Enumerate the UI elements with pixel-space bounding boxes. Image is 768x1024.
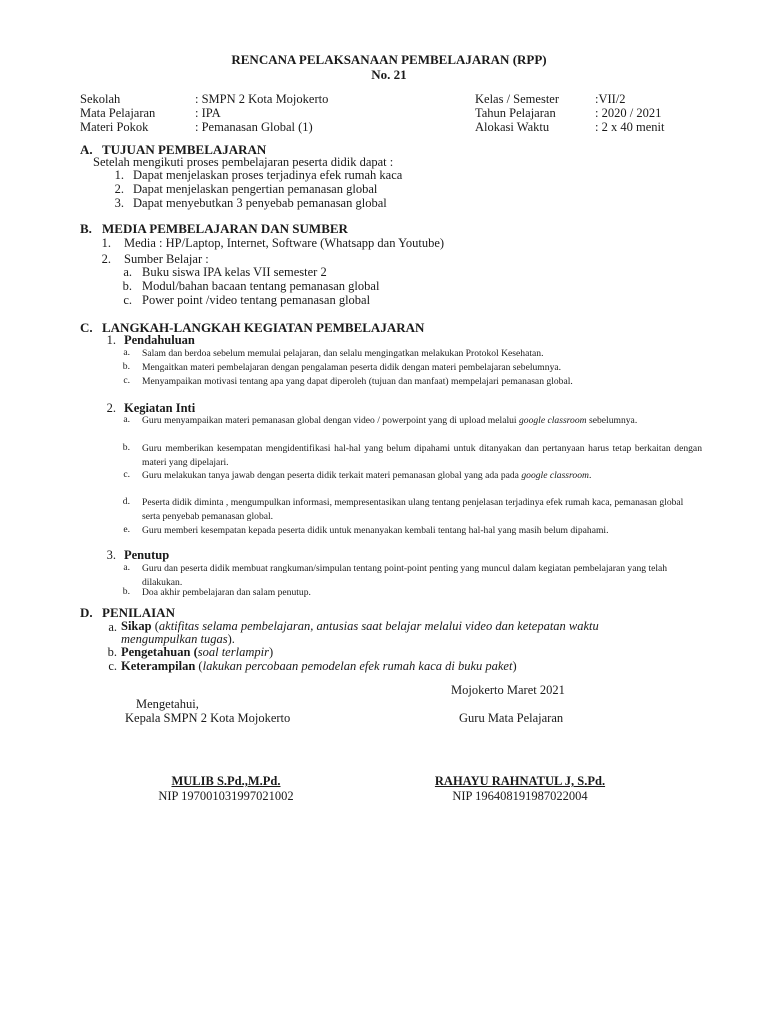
pendahuluan-title: Pendahuluan	[124, 333, 195, 347]
info-value-mapel: : IPA	[195, 106, 221, 120]
penilaian-sikap-label: Sikap	[121, 619, 152, 633]
section-a-item-1-number: 1.	[114, 168, 124, 182]
penutup-a: Guru dan peserta didik membuat rangkuman/simpulan tentang point-point penting yang muncul dalam kegiatan pembelajaran yang telah dilakukan.	[142, 563, 668, 588]
guru-nip: NIP 196408191987022004	[452, 789, 588, 803]
inti-e: Guru memberi kesempatan kepada peserta didik untuk menanyakan kembali tentang hal-hal yang masih belum dipahami.	[142, 525, 609, 536]
inti-number: 2.	[106, 401, 116, 415]
info-value-tahun: : 2020 / 2021	[595, 106, 662, 120]
penilaian-c-letter: c.	[108, 659, 117, 673]
section-a-intro: Setelah mengikuti proses pembelajaran peserta didik dapat :	[93, 155, 394, 169]
section-a-letter: A.	[80, 142, 93, 157]
info-value-kelas: :VII/2	[595, 92, 626, 106]
inti-a-text-end: sebelumnya.	[586, 415, 638, 426]
guru-name: RAHAYU RAHNATUL J, S.Pd.	[434, 774, 606, 788]
section-b-title: MEDIA PEMBELAJARAN DAN SUMBER	[102, 221, 348, 236]
section-a-item-1: Dapat menjelaskan proses terjadinya efek rumah kaca	[133, 168, 403, 182]
penutup-b-letter: b.	[122, 586, 130, 597]
pendahuluan-c-letter: c.	[123, 375, 130, 386]
section-b-sub-b: Modul/bahan bacaan tentang pemanasan global	[142, 279, 380, 293]
penutup-b: Doa akhir pembelajaran dan salam penutup.	[142, 587, 311, 598]
kepala-sekolah-name: MULIB S.Pd.,M.Pd.	[171, 774, 281, 788]
info-label-mapel: Mata Pelajaran	[80, 106, 156, 120]
section-a-item-2: Dapat menjelaskan pengertian pemanasan global	[133, 182, 378, 196]
inti-a-letter: a.	[123, 414, 130, 425]
pendahuluan-b-letter: b.	[122, 361, 130, 372]
inti-d: Peserta didik diminta , mengumpulkan informasi, mempresentasikan ulang tentang penjelasan terjadinya efek rumah kaca, pemanasan global serta penyebab pemanasan global.	[142, 497, 684, 522]
section-b-letter: B.	[80, 221, 92, 236]
section-d-letter: D.	[80, 605, 93, 620]
pendahuluan-a-letter: a.	[123, 347, 130, 358]
penilaian-pengetahuan-detail: soal terlampir	[197, 645, 269, 659]
inti-c-google-classroom: google classroom	[521, 470, 589, 481]
mengetahui-label: Mengetahui,	[136, 697, 199, 711]
penutup-a-letter: a.	[123, 562, 130, 573]
section-b-heading	[80, 221, 348, 237]
section-d-title: PENILAIAN	[102, 605, 175, 620]
inti-c-text: Guru melakukan tanya jawab dengan peserta didik terkait materi pemanasan global yang ada pada	[142, 470, 522, 481]
inti-c	[142, 469, 702, 483]
info-label-sekolah: Sekolah	[80, 92, 121, 106]
pendahuluan-c: Menyampaikan motivasi tentang apa yang dapat diperoleh (tujuan dan manfaat) mempelajari pemanasan global.	[142, 376, 573, 387]
penilaian-keterampilan-detail: lakukan percobaan pemodelan efek rumah kaca di buku paket	[202, 659, 513, 673]
section-a-item-3: Dapat menyebutkan 3 penyebab pemanasan global	[133, 196, 387, 210]
section-b-item-2-number: 2.	[101, 252, 111, 266]
info-label-materi: Materi Pokok	[80, 120, 149, 134]
inti-title: Kegiatan Inti	[124, 401, 196, 415]
penilaian-keterampilan-label: Keterampilan	[121, 659, 196, 673]
section-b-sub-c-letter: c.	[123, 293, 132, 307]
section-c-letter: C.	[80, 320, 93, 335]
document-title: RENCANA PELAKSANAAN PEMBELAJARAN (RPP)	[231, 52, 547, 67]
section-b-item-1: Media : HP/Laptop, Internet, Software (Whatsapp dan Youtube)	[124, 236, 445, 250]
section-b-item-1-number: 1.	[101, 236, 111, 250]
section-a-title: TUJUAN PEMBELAJARAN	[102, 142, 267, 157]
pendahuluan-number: 1.	[106, 333, 116, 347]
info-value-alokasi: : 2 x 40 menit	[595, 120, 665, 134]
inti-c-text-end: .	[588, 470, 592, 481]
inti-d-letter: d.	[122, 496, 130, 507]
inti-a	[142, 414, 702, 428]
info-label-kelas: Kelas / Semester	[475, 92, 560, 106]
inti-b-letter: b.	[122, 442, 130, 453]
penilaian-sikap-open: (	[151, 619, 159, 633]
info-label-tahun: Tahun Pelajaran	[475, 106, 556, 120]
section-b-item-2: Sumber Belajar :	[124, 252, 209, 266]
info-value-sekolah: : SMPN 2 Kota Mojokerto	[195, 92, 329, 106]
section-a-item-2-number: 2.	[114, 182, 124, 196]
kepala-sekolah-nip: NIP 197001031997021002	[158, 789, 294, 803]
penilaian-sikap-close: ).	[227, 632, 235, 646]
penilaian-keterampilan-close: )	[512, 659, 517, 673]
section-b-sub-b-letter: b.	[122, 279, 132, 293]
penutup-title: Penutup	[124, 548, 170, 562]
inti-a-google-classroom: google classroom	[518, 415, 587, 426]
info-value-materi: : Pemanasan Global (1)	[195, 120, 313, 134]
inti-a-text: Guru menyampaikan materi pemanasan global dengan video / powerpoint yang di upload melalui	[142, 415, 519, 426]
penilaian-pengetahuan-close: )	[268, 645, 274, 659]
inti-e-letter: e.	[123, 524, 130, 535]
penilaian-keterampilan-open: (	[195, 659, 203, 673]
info-label-alokasi: Alokasi Waktu	[475, 120, 550, 134]
section-c-title: LANGKAH-LANGKAH KEGIATAN PEMBELAJARAN	[102, 320, 425, 335]
inti-c-letter: c.	[123, 469, 130, 480]
place-date: Mojokerto Maret 2021	[451, 683, 565, 697]
penutup-number: 3.	[106, 548, 116, 562]
kepala-sekolah-label: Kepala SMPN 2 Kota Mojokerto	[125, 711, 291, 725]
penilaian-pengetahuan	[121, 645, 273, 660]
penilaian-keterampilan	[121, 659, 517, 674]
penilaian-a-letter: a.	[108, 620, 117, 634]
pendahuluan-a: Salam dan berdoa sebelum memulai pelajaran, dan selalu mengingatkan melakukan Protokol Kesehatan.	[142, 348, 544, 359]
penilaian-b-letter: b.	[107, 645, 117, 659]
penilaian-sikap	[121, 620, 661, 646]
section-b-sub-a-letter: a.	[123, 265, 132, 279]
section-b-sub-c: Power point /video tentang pemanasan global	[142, 293, 371, 307]
section-a-item-3-number: 3.	[114, 196, 124, 210]
inti-b: Guru memberikan kesempatan mengidentifikasi hal-hal yang belum dipahami untuk ditanyakan dan pertanyaan harus tetap berkaitan dengan materi yang dipelajari.	[142, 443, 702, 468]
penilaian-sikap-detail: aktifitas selama pembelajaran, antusias saat belajar melalui video dan ketepatan waktu mengumpulkan tugas	[121, 619, 599, 646]
penilaian-pengetahuan-label: Pengetahuan (	[121, 645, 198, 659]
section-b-sub-a: Buku siswa IPA kelas VII semester 2	[142, 265, 327, 279]
guru-mapel-label: Guru Mata Pelajaran	[459, 711, 564, 725]
pendahuluan-b: Mengaitkan materi pembelajaran dengan pengalaman peserta didik dengan materi pembelajaran sebelumnya.	[142, 362, 562, 373]
document-number: No. 21	[371, 67, 407, 82]
